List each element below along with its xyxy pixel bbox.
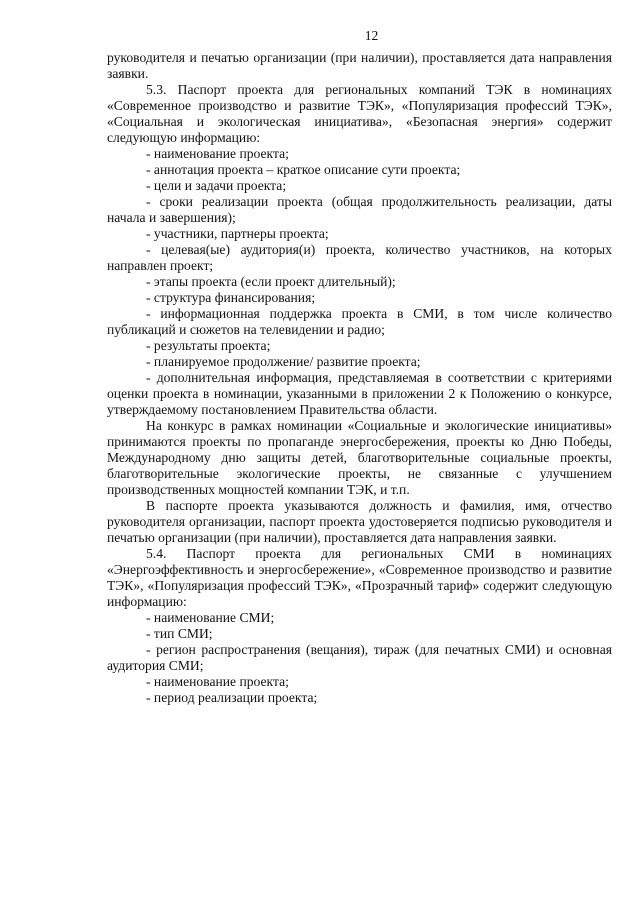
paragraph-section-5-4: 5.4. Паспорт проекта для региональных СМИ в номинациях «Энергоэффективность и энергосбережение», «Современное производство и развитие ТЭК», «Популяризация профессий ТЭК», «Прозрачный тариф» содержит следующую информацию: <box>107 546 612 609</box>
list-item: - аннотация проекта – краткое описание сути проекта; <box>146 162 461 177</box>
list-item: - этапы проекта (если проект длительный); <box>146 274 396 289</box>
list-item: - информационная поддержка проекта в СМИ, в том числе количество публикаций и сюжетов на телевидении и радио; <box>107 306 612 337</box>
paragraph-continuation: руководителя и печатью организации (при наличии), проставляется дата направления заявки. <box>107 50 612 81</box>
list-item: - тип СМИ; <box>146 626 213 641</box>
list-item: - наименование СМИ; <box>146 610 275 625</box>
list-item: - результаты проекта; <box>146 338 271 353</box>
paragraph-social-initiatives: На конкурс в рамках номинации «Социальные и экологические инициативы» принимаются проекты по пропаганде энергосбережения, проекты ко Дню Победы, Международному дню защиты детей, благотворительные социальные проекты, благотворительные экологические проекты, не связанные с улучшением производственных мощностей компании ТЭК, и т.п. <box>107 418 612 497</box>
list-item: - дополнительная информация, представляемая в соответствии с критериями оценки проекта в номинации, указанными в приложении 2 к Положению о конкурсе, утверждаемому постановлением Правительства области. <box>107 370 612 417</box>
list-item: - период реализации проекта; <box>146 690 318 705</box>
list-item: - наименование проекта; <box>146 146 289 161</box>
list-item: - участники, партнеры проекта; <box>146 226 329 241</box>
list-item: - структура финансирования; <box>146 290 316 305</box>
list-item: - целевая(ые) аудитория(и) проекта, количество участников, на которых направлен проект; <box>107 242 612 273</box>
document-page <box>107 28 612 706</box>
list-item: - наименование проекта; <box>146 674 289 689</box>
paragraph-section-5-3: 5.3. Паспорт проекта для региональных компаний ТЭК в номинациях «Современное производство и развитие ТЭК», «Популяризация профессий ТЭК», «Социальная и экологическая инициатива», «Безопасная энергия» содержит следующую информацию: <box>107 82 612 145</box>
paragraph-passport-signature: В паспорте проекта указываются должность и фамилия, имя, отчество руководителя организации, паспорт проекта удостоверяется подписью руководителя и печатью организации (при наличии), проставляется дата направления заявки. <box>107 498 612 545</box>
page-number: 12 <box>364 28 379 43</box>
list-item: - цели и задачи проекта; <box>146 178 287 193</box>
list-item: - сроки реализации проекта (общая продолжительность реализации, даты начала и завершения); <box>107 194 612 225</box>
list-item: - планируемое продолжение/ развитие проекта; <box>146 354 421 369</box>
list-item: - регион распространения (вещания), тираж (для печатных СМИ) и основная аудитория СМИ; <box>107 642 612 673</box>
